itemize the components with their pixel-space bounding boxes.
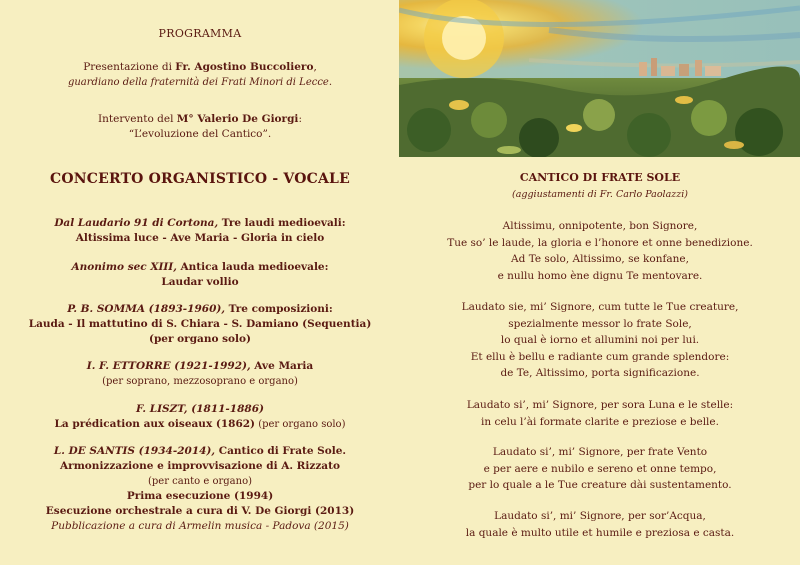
presentation-name: Fr. Agostino Buccoliero	[175, 61, 314, 73]
presentation-role: guardiano della fraternità dei Frati Minori di Lecce.	[67, 77, 333, 88]
item-line2: Laudar vollio	[161, 276, 239, 288]
item-line5: Esecuzione orchestrale a cura di V. De Giorgi (2013)	[45, 505, 355, 517]
item-source: Dal Laudario 91 di Cortona,	[54, 217, 219, 229]
intervento-suffix: :	[298, 113, 302, 125]
verse-line: per lo quale a le Tue creature dài sustentamento.	[468, 479, 732, 491]
stanza-1	[400, 218, 800, 284]
item-desc: Cantico di Frate Sole.	[215, 445, 347, 457]
item-line2: Armonizzazione e improvvisazione di A. Rizzato	[60, 460, 340, 472]
verse-line: in celu l’ài formate clarite e preziose e belle.	[481, 415, 719, 428]
item-source: P. B. SOMMA (1893-1960),	[67, 303, 226, 315]
verse-line: Altissimu, onnipotente, bon Signore,	[502, 220, 698, 232]
item-source: L. DE SANTIS (1934-2014),	[53, 445, 216, 457]
item-line2: Lauda - Il mattutino di S. Chiara - S. Damiano (Sequentia)	[28, 318, 372, 330]
item-note: (per organo solo)	[255, 419, 346, 430]
item-desc: Tre laudi medioevali:	[218, 217, 346, 229]
verse-line: Laudato si’, mi’ Signore, per sor’Acqua,	[494, 510, 706, 522]
stanza-4	[400, 444, 800, 494]
program-item-liszt	[0, 402, 400, 432]
intervento-name: M° Valerio De Giorgi	[176, 113, 299, 125]
verse-line: e per aere e nubilo e sereno et onne tempo,	[483, 462, 717, 475]
verse-line: de Te, Altissimo, porta significazione.	[500, 367, 700, 379]
verse-line: Ad Te solo, Altissimo, se konfane,	[511, 253, 689, 265]
presentation-suffix: ,	[313, 61, 317, 73]
item-source: Anonimo sec XIII,	[71, 261, 177, 273]
verse-line: Tue so’ le laude, la gloria e l’honore et onne benedizione.	[447, 236, 753, 249]
item-desc: Ave Maria	[250, 360, 314, 372]
program-item-cortona	[0, 216, 400, 246]
intervento-block	[0, 112, 400, 142]
stanza-2	[400, 299, 800, 382]
verse-line: Et ellu è bellu e radiante cum grande splendore:	[470, 350, 730, 363]
item-note: (per canto e organo)	[147, 476, 253, 487]
item-line4: Prima esecuzione (1994)	[126, 490, 274, 502]
intervento-topic: “L’evoluzione del Cantico”.	[128, 128, 272, 140]
verse-line: la quale è multo utile et humile e preziosa e casta.	[465, 526, 735, 539]
program-item-anonimo	[0, 260, 400, 290]
verse-line: e nullu homo ène dignu Te mentovare.	[497, 269, 703, 282]
verse-line: lo qual è iorno et allumini noi per lui.	[500, 334, 700, 346]
verse-line: spezialmente messor lo frate Sole,	[508, 317, 692, 330]
item-line2: Altissima luce - Ave Maria - Gloria in cielo	[75, 232, 325, 244]
concerto-title: CONCERTO ORGANISTICO - VOCALE	[50, 171, 350, 187]
stanza-5	[400, 508, 800, 541]
programma-title: PROGRAMMA	[158, 27, 242, 40]
presentation-prefix: Presentazione di	[83, 61, 176, 73]
verse-line: Laudato sie, mi’ Signore, cum tutte le Tue creature,	[461, 301, 739, 313]
program-item-desantis	[0, 444, 400, 534]
verse-line: Laudato si’, mi’ Signore, per sora Luna e le stelle:	[466, 399, 734, 411]
item-note: (per soprano, mezzosoprano e organo)	[102, 376, 298, 387]
program-item-ettorre	[0, 359, 400, 389]
item-line6: Pubblicazione a cura di Armelin musica - Padova (2015)	[51, 520, 349, 532]
program-item-somma	[0, 302, 400, 347]
item-line3: (per organo solo)	[148, 333, 252, 345]
cantico-subtitle: (aggiustamenti di Fr. Carlo Paolazzi)	[512, 189, 688, 200]
item-line2: La prédication aux oiseaux (1862)	[54, 418, 256, 430]
item-source: F. LISZT, (1811-1886)	[136, 403, 264, 415]
cantico-column	[400, 0, 800, 565]
item-desc: Antica lauda medioevale:	[176, 261, 329, 273]
item-desc: Tre composizioni:	[225, 303, 333, 315]
stanza-3	[400, 397, 800, 430]
verse-line: Laudato si’, mi’ Signore, per frate Vento	[492, 446, 708, 458]
item-source: I. F. ETTORRE (1921-1992),	[86, 360, 251, 372]
intervento-prefix: Intervento del	[98, 113, 177, 125]
cantico-title: CANTICO DI FRATE SOLE	[519, 171, 681, 184]
presentation-block	[0, 60, 400, 90]
